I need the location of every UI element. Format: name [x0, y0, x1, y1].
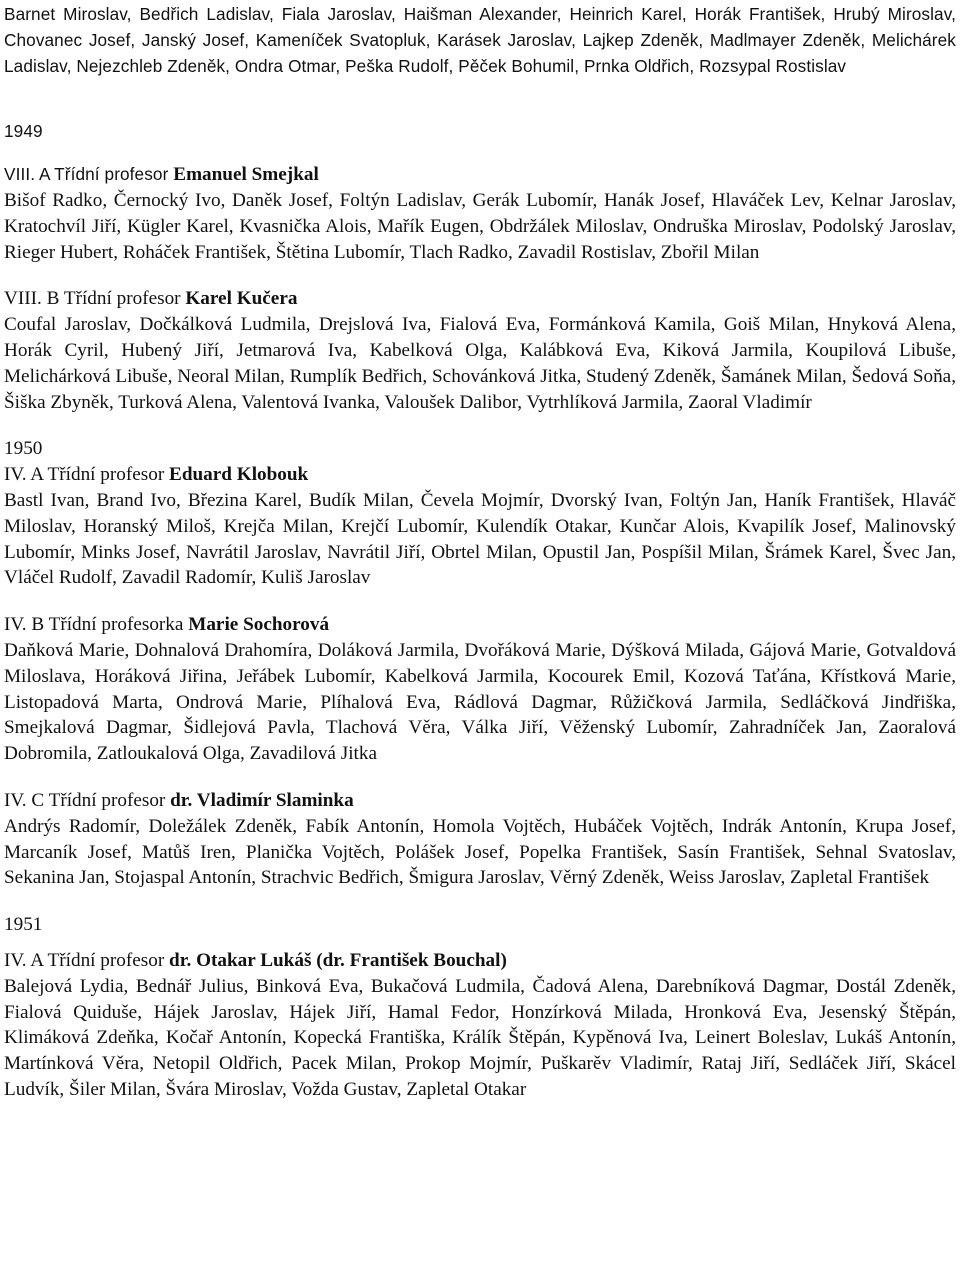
spacer: [4, 891, 956, 912]
class-heading: [4, 162, 956, 188]
spacer: [4, 938, 956, 948]
spacer: [4, 415, 956, 436]
spacer: [4, 767, 956, 788]
year-heading-1949: 1949: [4, 121, 43, 142]
teacher-name: Marie Sochorová: [188, 614, 330, 636]
student-list: Coufal Jaroslav, Dočkálková Ludmila, Drejslová Iva, Fialová Eva, Formánková Kamila, Goiš Milan, Hnyková Alena, Horák Cyril, Hubený Jiří, Jetmarová Iva, Kabelková Olga, Kalábková Eva, Kiková Jarmila, Koupilová Libuše, Melichárková Libuše, Neoral Milan, Rumplík Bedřich, Schovánková Jitka, Studený Zdeněk, Šamánek Milan, Šedová Soňa, Šiška Zbyněk, Turková Alena, Valentová Ivanka, Valoušek Dalibor, Vytrhlíková Jarmila, Zaoral Vladimír: [4, 314, 956, 413]
class-heading: [4, 788, 956, 814]
class-heading: [4, 612, 956, 638]
teacher-name: Eduard Klobouk: [169, 464, 309, 486]
teacher-name: Karel Kučera: [185, 288, 298, 310]
intro-student-list: Barnet Miroslav, Bedřich Ladislav, Fiala Jaroslav, Haišman Alexander, Heinrich Karel, Horák František, Hrubý Miroslav, Chovanec Josef, Janský Josef, Kameníček Svatopluk, Karásek Jaroslav, Lajkep Zdeněk, Madlmayer Zdeněk, Melichárek Ladislav, Nejezchleb Zdeněk, Ondra Otmar, Peška Rudolf, Pěček Bohumil, Prnka Oldřich, Rozsypal Rostislav: [4, 4, 956, 76]
class-label: VIII. B Třídní profesor: [4, 288, 186, 310]
student-list: Bišof Radko, Černocký Ivo, Daněk Josef, Foltýn Ladislav, Gerák Lubomír, Hanák Josef, Hlaváček Lev, Kelnar Jaroslav, Kratochvíl Jiří, Kügler Karel, Kvasnička Alois, Mařík Eugen, Obdržálek Miloslav, Ondruška Miroslav, Podolský Jaroslav, Rieger Hubert, Roháček František, Štětina Lubomír, Tlach Radko, Zavadil Rostislav, Zbořil Milan: [4, 189, 956, 263]
teacher-name: Emanuel Smejkal: [173, 164, 319, 186]
spacer: [4, 265, 956, 286]
document-page: [4, 2, 956, 1103]
class-heading: [4, 948, 956, 974]
class-label: IV. C Třídní profesor: [4, 789, 171, 811]
teacher-name: dr. Vladimír Slaminka: [170, 789, 354, 811]
student-list: Bastl Ivan, Brand Ivo, Březina Karel, Budík Milan, Čevela Mojmír, Dvorský Ivan, Foltýn Jan, Haník František, Hlaváč Miloslav, Horanský Miloš, Krejča Milan, Krejčí Lubomír, Kulendík Otakar, Kunčar Alois, Kvapilík Josef, Malinovský Lubomír, Minks Josef, Navrátil Jaroslav, Navrátil Jiří, Obrtel Milan, Opustil Jan, Pospíšil Milan, Šrámek Karel, Švec Jan, Vláčel Rudolf, Zavadil Radomír, Kuliš Jaroslav: [4, 489, 956, 589]
student-list: Daňková Marie, Dohnalová Drahomíra, Doláková Jarmila, Dvořáková Marie, Dýšková Milada, Gájová Marie, Gotvaldová Miloslava, Horáková Jiřina, Jeřábek Lubomír, Kabelková Jarmila, Kocourek Emil, Kozová Taťána, Křístková Marie, Listopadová Marta, Ondrová Marie, Plíhalová Eva, Rádlová Dagmar, Růžičková Jarmila, Sedláčková Jindřiška, Smejkalová Dagmar, Šidlejová Pavla, Tlachová Věra, Válka Jiří, Věženský Lubomír, Zahradníček Jan, Zaoralová Dobromila, Zatloukalová Olga, Zavadilová Jitka: [4, 639, 956, 765]
class-heading: [4, 286, 956, 312]
year-heading-1950: 1950: [4, 438, 43, 460]
class-label: VIII. A Třídní profesor: [4, 164, 174, 185]
teacher-name: dr. Otakar Lukáš (dr. František Bouchal): [169, 949, 507, 971]
year-heading-1951: 1951: [4, 914, 43, 936]
student-list: Balejová Lydia, Bednář Julius, Binková Eva, Bukačová Ludmila, Čadová Alena, Darebníková Dagmar, Dostál Zdeněk, Fialová Quiduše, Hájek Jaroslav, Hájek Jiří, Hamal Fedor, Honzírková Milada, Hronková Eva, Jesenský Štěpán, Klimáková Zdeňka, Kočař Antonín, Kopecká Františka, Králík Štěpán, Kypěnová Iva, Leinert Boleslav, Lukáš Antonín, Martínková Věra, Netopil Oldřich, Pacek Milan, Prokop Mojmír, Puškarěv Vladimír, Rataj Jiří, Sedláček Jiří, Skácel Ludvík, Šiler Milan, Švára Miroslav, Vožda Gustav, Zapletal Otakar: [4, 975, 956, 1100]
spacer: [4, 591, 956, 612]
class-label: IV. A Třídní profesor: [4, 949, 170, 971]
class-heading: [4, 462, 956, 488]
class-label: IV. A Třídní profesor: [4, 464, 170, 486]
spacer: [4, 79, 956, 119]
student-list: Andrýs Radomír, Doležálek Zdeněk, Fabík Antonín, Homola Vojtěch, Hubáček Vojtěch, Indrák Antonín, Krupa Josef, Marcaník Josef, Matůš Iren, Planička Vojtěch, Polášek Josef, Popelka František, Sasín František, Sehnal Svatoslav, Sekanina Jan, Stojaspal Antonín, Strachvic Bedřich, Šmigura Jaroslav, Věrný Zdeněk, Weiss Jaroslav, Zapletal František: [4, 815, 956, 889]
class-label: IV. B Třídní profesorka: [4, 614, 189, 636]
spacer: [4, 145, 956, 162]
